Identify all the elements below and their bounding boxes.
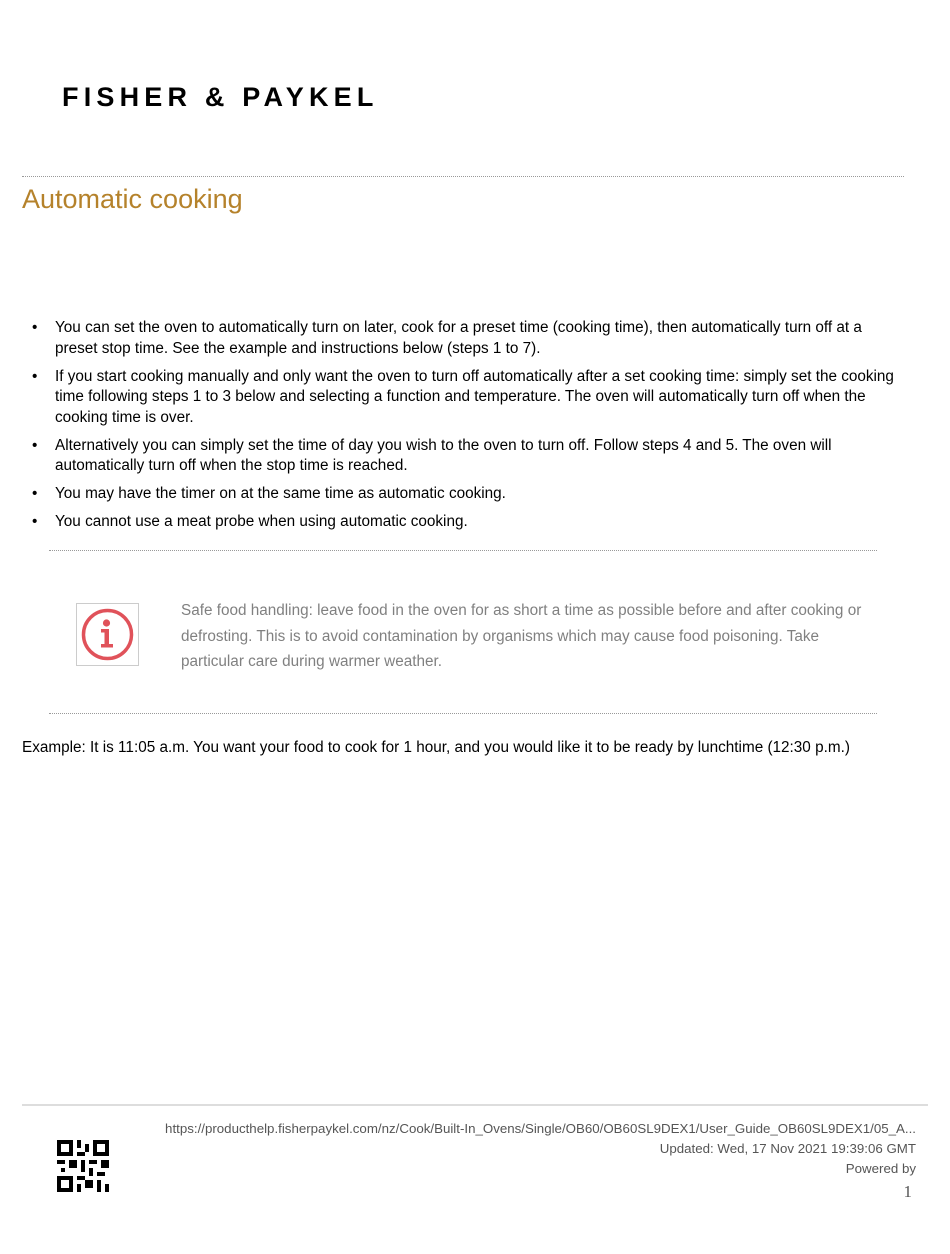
page-number: 1	[903, 1182, 912, 1201]
divider	[49, 713, 877, 714]
qr-code-icon	[57, 1140, 109, 1192]
list-item: • You cannot use a meat probe when using automatic cooking.	[22, 512, 907, 533]
safety-note: Safe food handling: leave food in the oven for as short a time as possible before and after cooking or defrosting. This is to avoid contamination by organisms which may cause food poisoning. Take particular care during warmer weather.	[181, 602, 862, 670]
powered-by: Powered by	[845, 1161, 916, 1176]
updated-timestamp: Updated: Wed, 17 Nov 2021 19:39:06 GMT	[659, 1141, 916, 1156]
info-icon	[76, 603, 139, 666]
example-text: Example: It is 11:05 a.m. You want your food to cook for 1 hour, and you would like it to be ready by lunchtime (12:30 p.m.)	[22, 739, 850, 756]
footer-divider	[22, 1104, 928, 1106]
divider	[49, 550, 877, 551]
list-item: • If you start cooking manually and only want the oven to turn off automatically after a set cooking time: simply set the cooking time following steps 1 to 3 below and selecting a function and temperature. The oven will automatically turn off when the cooking time is over.	[22, 367, 907, 429]
divider	[22, 176, 904, 177]
bullet-list	[22, 318, 907, 540]
list-item: • Alternatively you can simply set the time of day you wish to the oven to turn off. Follow steps 4 and 5. The oven will automatically turn off when the stop time is reached.	[22, 436, 907, 477]
list-item: • You may have the timer on at the same time as automatic cooking.	[22, 484, 907, 505]
list-item: • You can set the oven to automatically turn on later, cook for a preset time (cooking time), then automatically turn off at a preset stop time. See the example and instructions below (steps 1 to 7).	[22, 318, 907, 359]
page-title: Automatic cooking	[22, 184, 243, 214]
brand-logo: FISHER & PAYKEL	[62, 82, 379, 112]
source-url-link[interactable]: https://producthelp.fisherpaykel.com/nz/Cook/Built-In_Ovens/Single/OB60/OB60SL9DEX1/User_Guide_OB60SL9DEX1/05_A...	[165, 1121, 916, 1136]
